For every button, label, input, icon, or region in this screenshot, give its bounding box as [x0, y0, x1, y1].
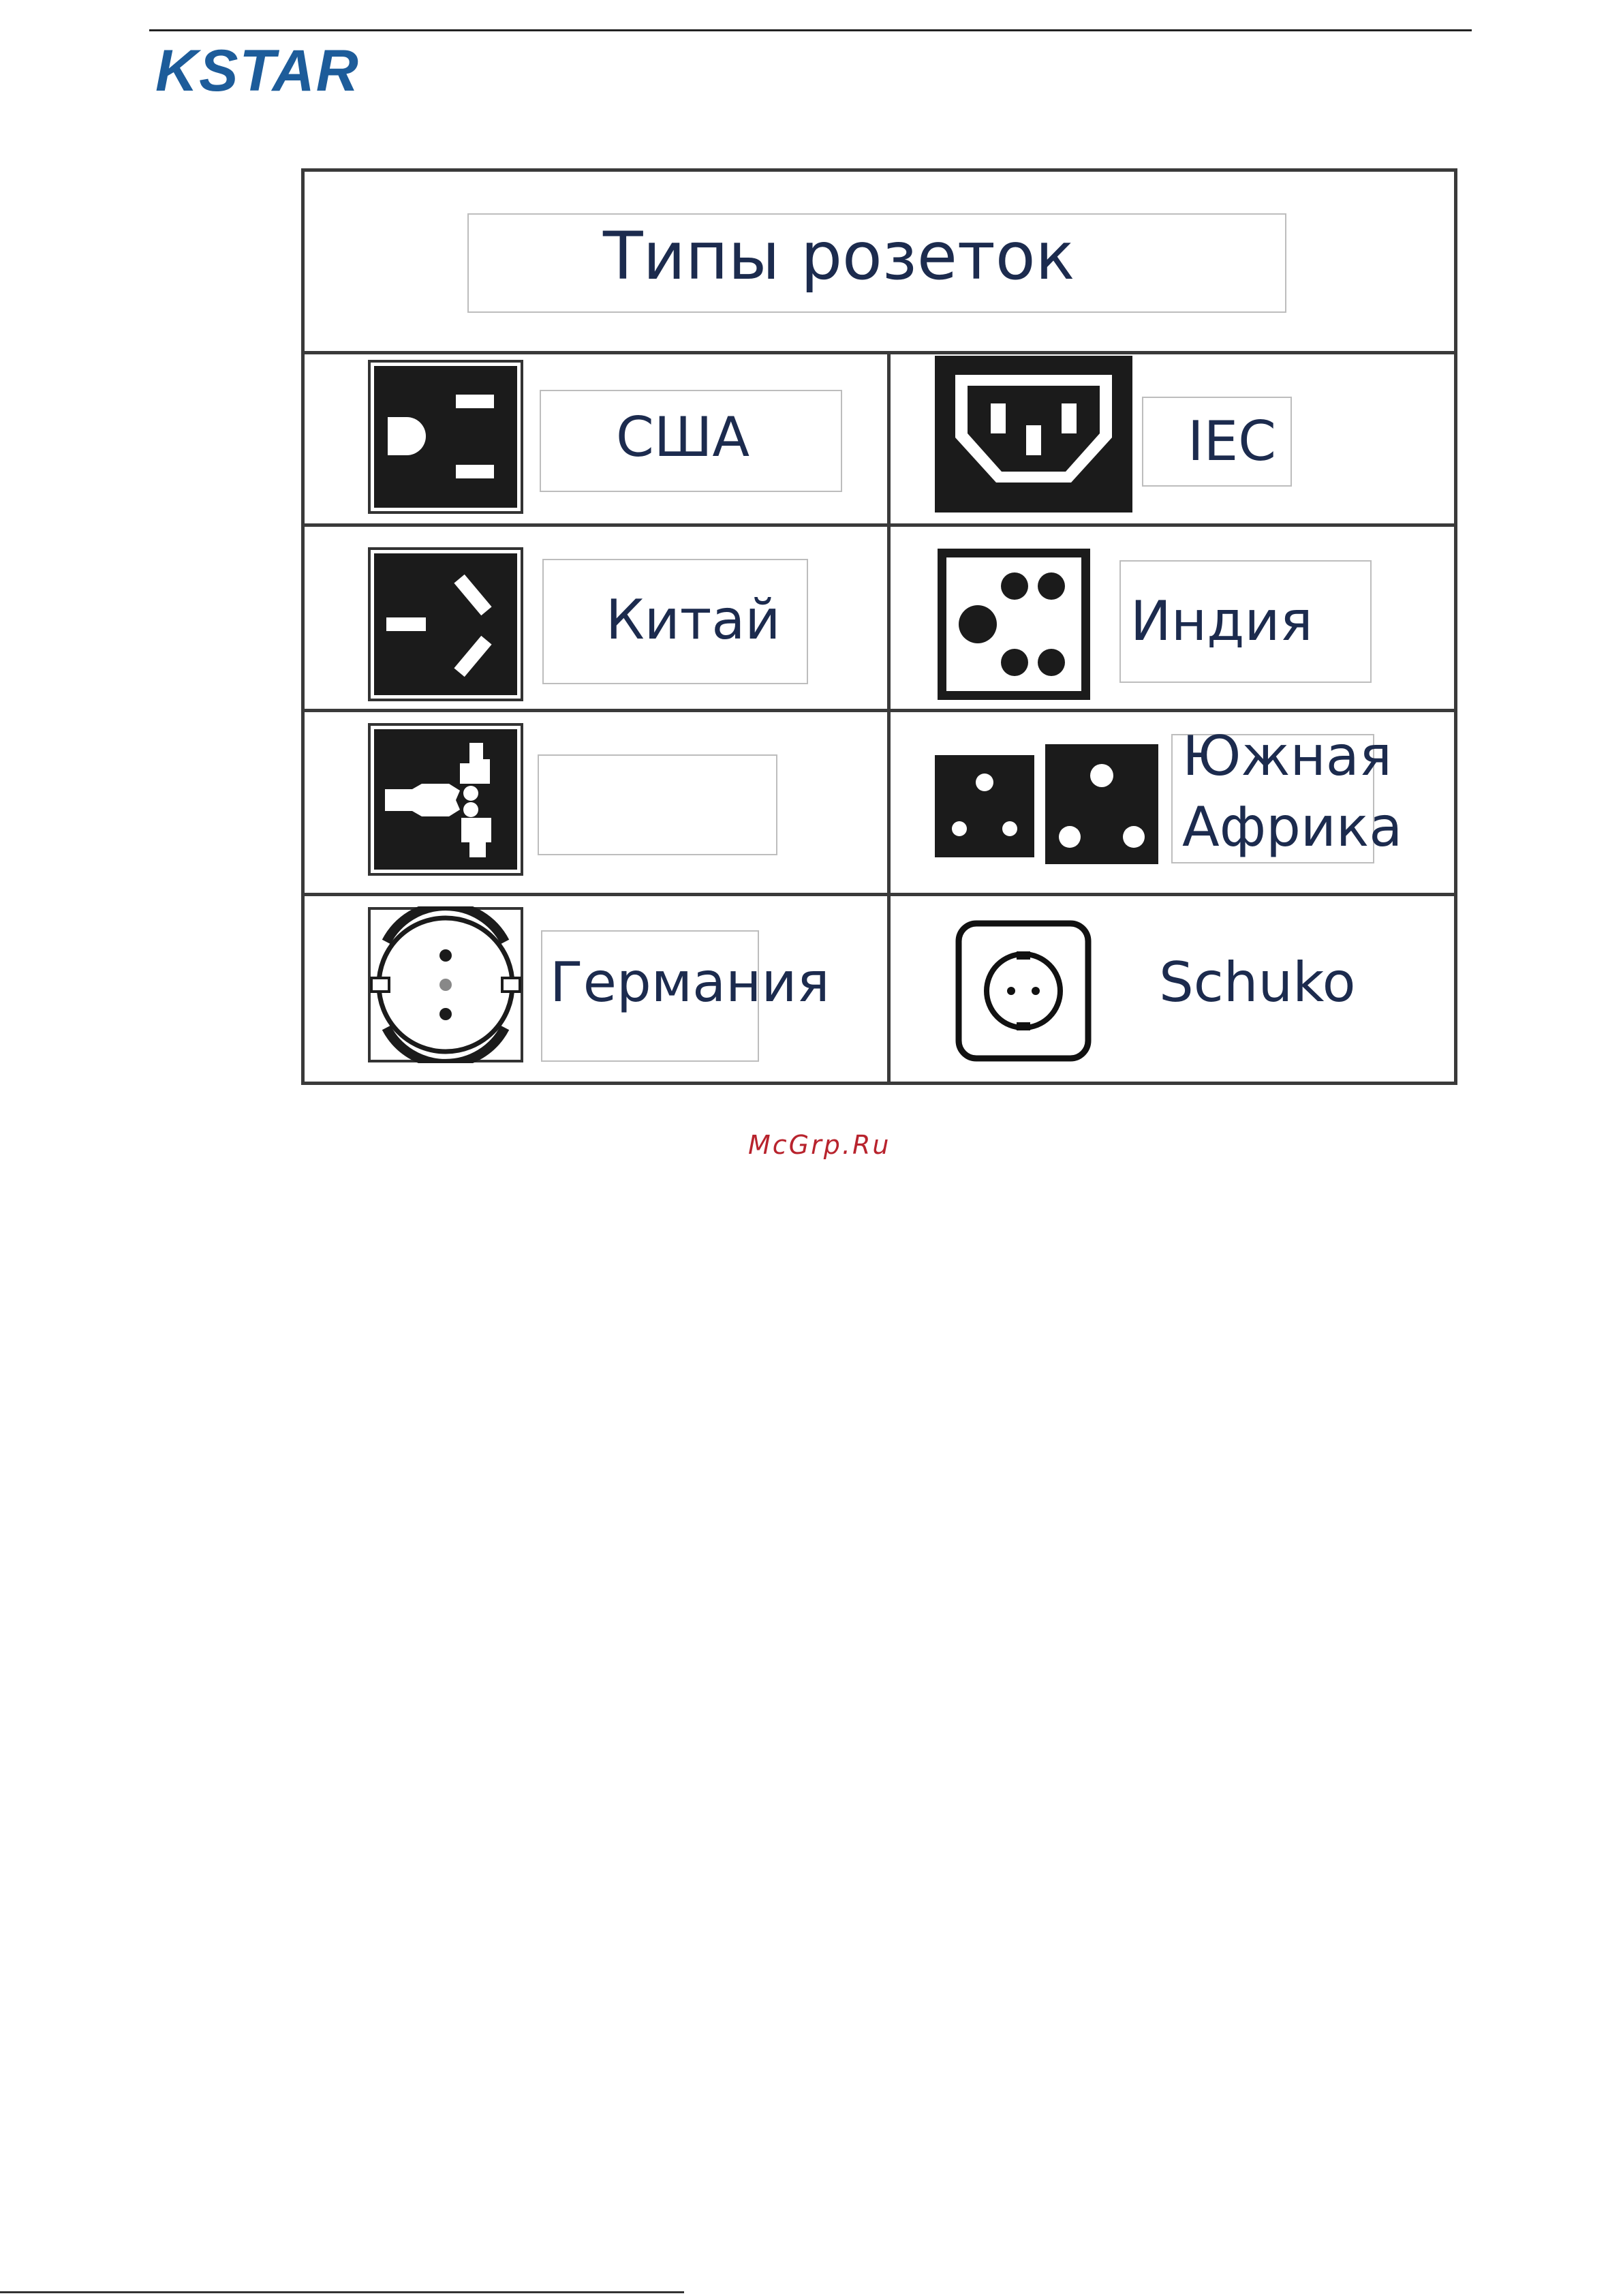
row-divider	[305, 523, 1454, 527]
china-outlet-icon	[367, 547, 524, 702]
watermark: McGrp.Ru	[748, 1130, 891, 1160]
outlet-types-table	[301, 168, 1457, 1085]
india-outlet-icon	[936, 547, 1092, 702]
label-iec: IEC	[1188, 410, 1276, 473]
label-usa: США	[616, 405, 750, 469]
label-box	[538, 754, 777, 855]
column-divider	[887, 351, 891, 1082]
row-divider	[305, 709, 1454, 712]
kstar-logo	[154, 37, 386, 100]
label-south-africa-line2: Африка	[1182, 795, 1403, 859]
us-outlet-icon	[367, 359, 524, 515]
universal-outlet-icon	[367, 722, 524, 876]
header-rule	[149, 29, 1472, 31]
row-divider	[305, 351, 1454, 354]
table-title: Типы розеток	[603, 218, 1075, 294]
label-india: Индия	[1130, 590, 1313, 653]
south-africa-outlet-icon	[935, 744, 1180, 864]
label-china: Китай	[606, 588, 781, 652]
iec-c13-outlet-icon	[935, 356, 1132, 512]
logo-text: KSTAR	[155, 38, 360, 100]
footer-rule	[0, 2291, 684, 2293]
schuko-outlet-icon	[955, 920, 1092, 1062]
label-schuko: Schuko	[1159, 951, 1356, 1014]
row-divider	[305, 893, 1454, 896]
germany-outlet-icon	[367, 906, 524, 1063]
label-germany: Германия	[550, 951, 830, 1014]
label-south-africa-line1: Южная	[1182, 724, 1392, 788]
